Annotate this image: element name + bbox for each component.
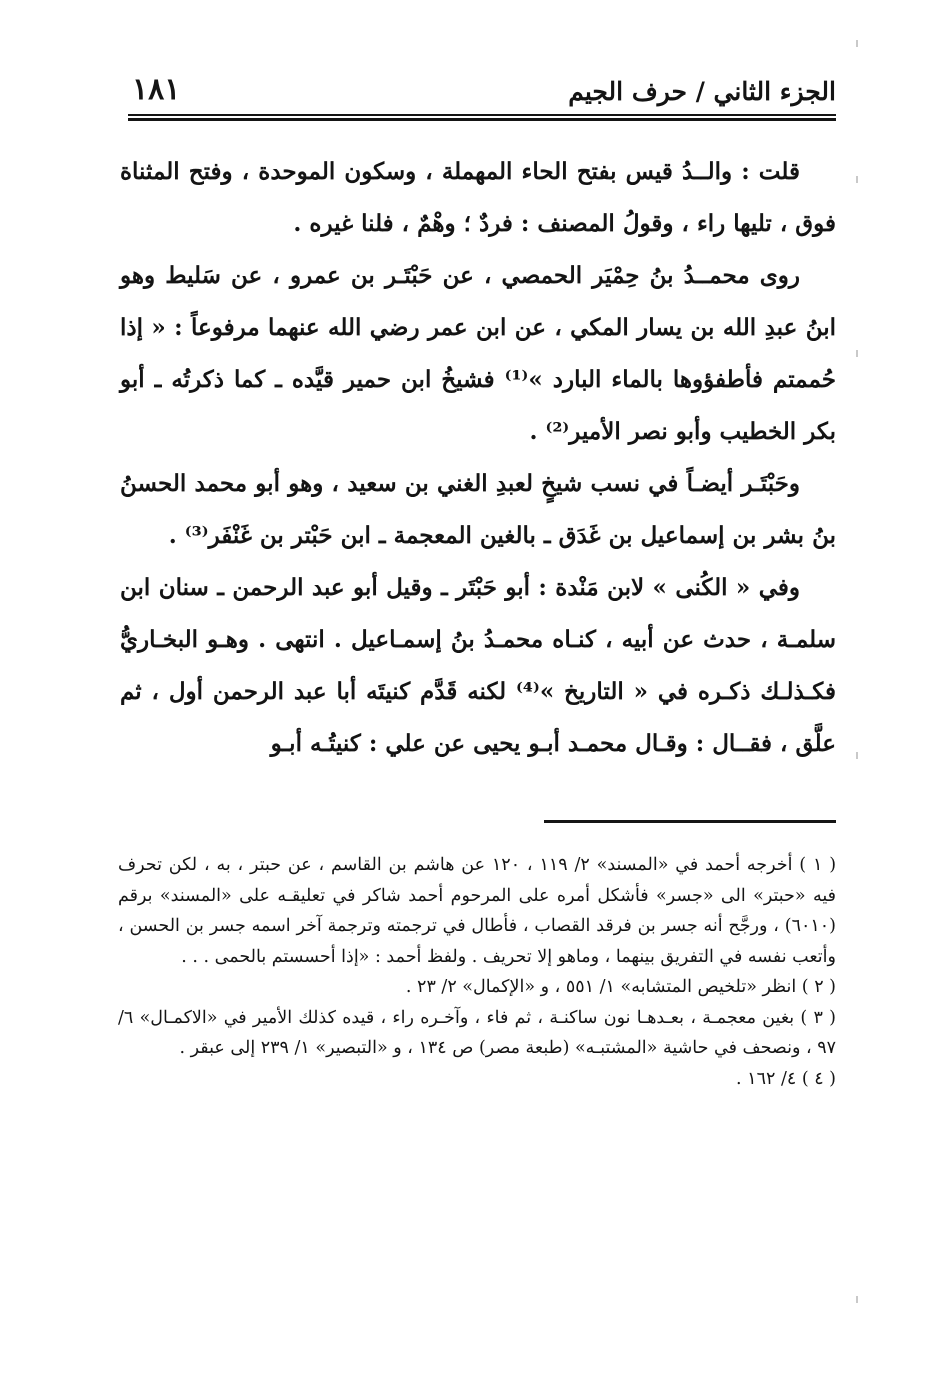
- paragraph: قلت : والــدُ قيس بفتح الحاء المهملة ، وسكون الموحدة ، وفتح المثناة فوق ، تليها راء ، وقولُ المصنف : فردٌ ؛ وهْمٌ ، فلنا غيره .: [120, 158, 836, 237]
- scan-mark: [856, 752, 858, 759]
- scan-mark: [856, 1296, 858, 1303]
- paragraph: وفي « الكُنى » لابن مَنْدة : أبو حَبْتَر ـ وقيل أبو عبد الرحمن ـ سنان ابن سلمـة ، حدث عن أبيه ، كنـاه محمـدُ بنُ إسمـاعيل . انتهى . وهـو البخـاريُّ فكـذلـك ذكـره في « التاريخ »⁽⁴⁾ لكنه قَدَّم كنيتَه أبا عبد الرحمن أول ، ثم علَّق ، فقــال : وقـال محمـد أبـو يحيى عن علي : كنيتُـه أبـو: [120, 574, 836, 757]
- footnote: ( ٣ ) بغين معجمـة ، بعـدهـا نون ساكنـة ، ثم فاء ، وآخـره راء ، قيده كذلك الأمير في «الاكمـال» ٦/ ٩٧ ، ونصحف في حاشية «المشتبـه» (طبعة مصر) ص ١٣٤ ، و «التبصير» ١/ ٢٣٩ إلى عبقر .: [118, 1007, 837, 1058]
- main-text: [120, 146, 836, 770]
- footnote-separator: [544, 820, 836, 823]
- header-rule-thick: [128, 118, 836, 121]
- footnote: ( ٤ ) ٤/ ١٦٢ .: [736, 1068, 836, 1089]
- header-rule: [128, 114, 836, 116]
- scan-mark: [856, 176, 858, 183]
- scan-mark: [856, 350, 858, 357]
- page-header: [128, 68, 836, 116]
- footnote: ( ٢ ) انظر «تلخيص المتشابه» ١/ ٥٥١ ، و «الإكمال» ٢/ ٢٣ .: [405, 977, 836, 997]
- footnotes: [118, 850, 836, 1094]
- footnote: ( ١ ) أخرجه أحمد في «المسند» ٢/ ١١٩ ، ١٢٠ عن هاشم بن القاسم ، عن حبتر ، به ، لكن تحرف فيه «حبتر» الى «جسر» فأشكل أمره على المرحوم أحمد شاكر في تعليقـه على «المسند» برقم (٦٠١٠) ، ورجَّح أنه جسر بن فرقد القصاب ، فأطال في ترجمته وترجمة آخر اسمه جسر بن الحسن ، وأتعب نفسه في التفريق بينهما ، وماهو إلا تحريف . ولفظ أحمد : «إذا أحسستم بالحمى . . .: [118, 855, 837, 967]
- page-number: ١٨١: [132, 72, 181, 107]
- running-title: الجزء الثاني / حرف الجيم: [568, 77, 836, 106]
- paragraph: وحَبْتَـر أيضـاً في نسب شيخٍ لعبدِ الغني بن سعيد ، وهو أبو محمد الحسنُ بنُ بشر بن إسماعيل بن غَدَق ـ بالغين المعجمة ـ ابن حَبْتر بن غَنْفَر⁽³⁾ .: [120, 470, 836, 549]
- paragraph: روى محمــدُ بنُ حِمْيَر الحمصي ، عن حَبْتَـر بن عمرو ، عن سَليط وهو ابنُ عبدِ الله بن يسار المكي ، عن ابن عمر رضي الله عنهما مرفوعاً : « إذا حُممتم فأطفؤوها بالماء البارد »⁽¹⁾ فشيخُ ابن حمير قيَّده ـ كما ذكرتُه ـ أبو بكر الخطيب وأبو نصر الأمير⁽²⁾ .: [120, 262, 836, 445]
- scan-mark: [856, 40, 858, 47]
